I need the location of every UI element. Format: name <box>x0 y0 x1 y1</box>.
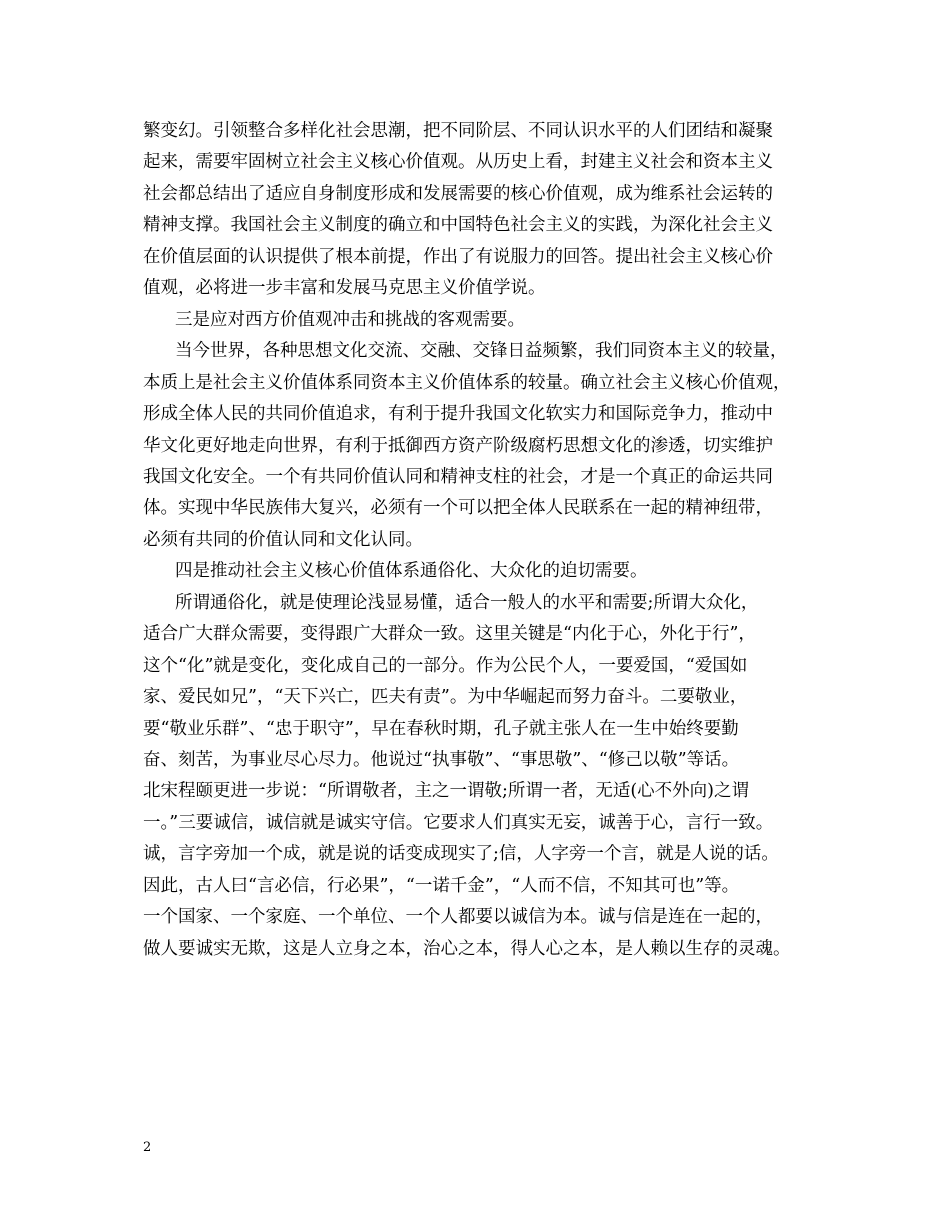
text-line: 体。实现中华民族伟大复兴，必须有一个可以把全体人民联系在一起的精神纽带， <box>143 498 773 519</box>
text-line: 适合广大群众需要，变得跟广大群众一致。这里关键是“内化于心，外化于行”， <box>143 624 756 645</box>
text-line: 要“敬业乐群”、“忠于职守”，早在春秋时期，孔子就主张人在一生中始终要勤 <box>143 718 739 739</box>
text-line: 繁变幻。引领整合多样化社会思潮，把不同阶层、不同认识水平的人们团结和凝聚 <box>143 121 773 141</box>
text-line: 当今世界，各种思想文化交流、交融、交锋日益频繁，我们同资本主义的较量， <box>175 341 788 362</box>
text-line: 因此，古人曰“言必信，行必果”，“一诺千金”，“人而不信，不知其可也”等。 <box>143 875 740 896</box>
text-line: 所谓通俗化，就是使理论浅显易懂，适合一般人的水平和需要;所谓大众化， <box>175 592 759 613</box>
text-line: 形成全体人民的共同价值追求，有利于提升我国文化软实力和国际竞争力，推动中 <box>143 404 773 425</box>
text-line: 精神支撑。我国社会主义制度的确立和中国特色社会主义的实践，为深化社会主义 <box>143 215 773 236</box>
text-line: 社会都总结出了适应自身制度形成和发展需要的核心价值观，成为维系社会运转的 <box>143 183 773 204</box>
text-line: 我国文化安全。一个有共同价值认同和精神支柱的社会，才是一个真正的命运共同 <box>143 466 773 487</box>
text-line: 四是推动社会主义核心价值体系通俗化、大众化的迫切需要。 <box>175 561 648 582</box>
text-line: 一个国家、一个家庭、一个单位、一个人都要以诚信为本。诚与信是连在一起的， <box>143 907 773 928</box>
page-number: 2 <box>143 1140 152 1155</box>
text-line: 诚，言字旁加一个成，就是说的话变成现实了;信，人字旁一个言，就是人说的话。 <box>143 844 779 865</box>
text-line: 奋、刻苦，为事业尽心尽力。他说过“执事敬”、“事思敬”、“修己以敬”等话。 <box>143 750 740 770</box>
text-line: 必须有共同的价值认同和文化认同。 <box>143 529 423 550</box>
text-line: 在价值层面的认识提供了根本前提，作出了有说服力的回答。提出社会主义核心价 <box>143 246 773 267</box>
text-line: 本质上是社会主义价值体系同资本主义价值体系的较量。确立社会主义核心价值观， <box>143 372 791 393</box>
text-line: 值观，必将进一步丰富和发展马克思主义价值学说。 <box>143 278 546 299</box>
text-line: 三是应对西方价值观冲击和挑战的客观需要。 <box>175 309 525 330</box>
text-line: 北宋程颐更进一步说：“所谓敬者，主之一谓敬;所谓一者，无适(心不外向)之谓 <box>143 781 749 802</box>
text-line: 一。”三要诚信，诚信就是诚实守信。它要求人们真实无妄，诚善于心，言行一致。 <box>143 812 774 833</box>
text-line: 做人要诚实无欺，这是人立身之本，治心之本，得人心之本，是人赖以生存的灵魂。 <box>143 938 791 959</box>
text-line: 华文化更好地走向世界，有利于抵御西方资产阶级腐朽思想文化的渗透，切实维护 <box>143 435 773 456</box>
text-line: 起来，需要牢固树立社会主义核心价值观。从历史上看，封建主义社会和资本主义 <box>143 152 773 173</box>
text-line: 这个“化”就是变化，变化成自己的一部分。作为公民个人，一要爱国，“爱国如 <box>143 655 748 676</box>
text-line: 家、爱民如兄”，“天下兴亡，匹夫有责”。为中华崛起而努力奋斗。二要敬业， <box>143 687 748 708</box>
